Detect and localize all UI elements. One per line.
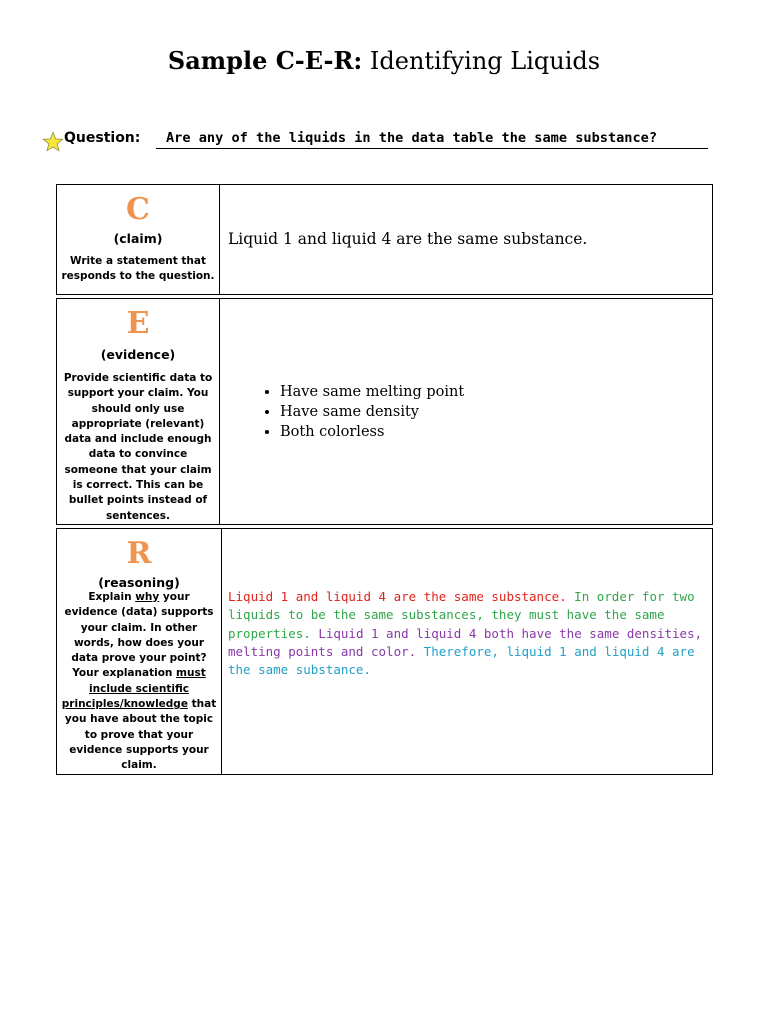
reasoning-segment-claim: Liquid 1 and liquid 4 are the same substance.	[228, 589, 567, 604]
claim-answer-cell	[220, 185, 712, 294]
evidence-label-cell	[57, 299, 220, 524]
reasoning-label-cell	[57, 529, 222, 774]
reasoning-segment-evidence: Liquid 1 and liquid 4 both have the same densities, melting points and color.	[228, 625, 703, 659]
evidence-bullet: • Have same density	[280, 402, 464, 422]
evidence-bullets	[260, 382, 464, 442]
reasoning-desc-text: your evidence (data) supports your claim. In other words, how does your data prove your point? Your explanation	[64, 591, 214, 680]
reasoning-answer-cell	[222, 529, 712, 774]
evidence-role: (evidence)	[100, 347, 176, 362]
reasoning-desc-underline: why	[135, 591, 160, 603]
evidence-letter: E	[126, 306, 150, 341]
title-bold: Sample C-E-R:	[167, 46, 363, 75]
evidence-section	[56, 298, 713, 525]
reasoning-answer	[228, 588, 708, 679]
claim-label-cell	[57, 185, 220, 294]
claim-description: Write a statement that responds to the question.	[61, 255, 215, 283]
evidence-answer-cell	[220, 299, 712, 524]
question-text: Are any of the liquids in the data table the same substance?	[156, 126, 708, 149]
claim-section	[56, 184, 713, 295]
reasoning-segment-conclusion: Therefore, liquid 1 and liquid 4 are the same substance.	[228, 643, 695, 678]
question-row	[42, 126, 710, 152]
evidence-bullet: • Both colorless	[280, 422, 464, 442]
reasoning-letter: R	[126, 536, 152, 571]
star-icon	[42, 131, 64, 153]
page-title	[0, 46, 768, 75]
claim-role: (claim)	[113, 231, 163, 246]
reasoning-desc-text: that you have about the topic to prove that your evidence supports your claim.	[64, 698, 217, 772]
reasoning-role: (reasoning)	[98, 575, 180, 590]
evidence-bullet: • Have same melting point	[280, 382, 464, 402]
reasoning-segment-principle: In order for two liquids to be the same substances, they must have the same properties.	[228, 589, 695, 641]
reasoning-desc-underline: must include scientific principles/knowledge	[61, 667, 206, 711]
claim-letter: C	[126, 192, 150, 227]
reasoning-desc-text: Explain	[88, 591, 136, 603]
claim-answer: Liquid 1 and liquid 4 are the same substance.	[228, 230, 588, 248]
title-rest: Identifying Liquids	[362, 47, 601, 75]
reasoning-section	[56, 528, 713, 775]
evidence-description: Provide scientific data to support your claim. You should only use appropriate (relevant) data and include enough data to convince someone that your claim is correct. This can be bullet points instead of sentences.	[63, 372, 213, 522]
question-label: Question:	[64, 130, 141, 146]
reasoning-description	[57, 590, 221, 774]
